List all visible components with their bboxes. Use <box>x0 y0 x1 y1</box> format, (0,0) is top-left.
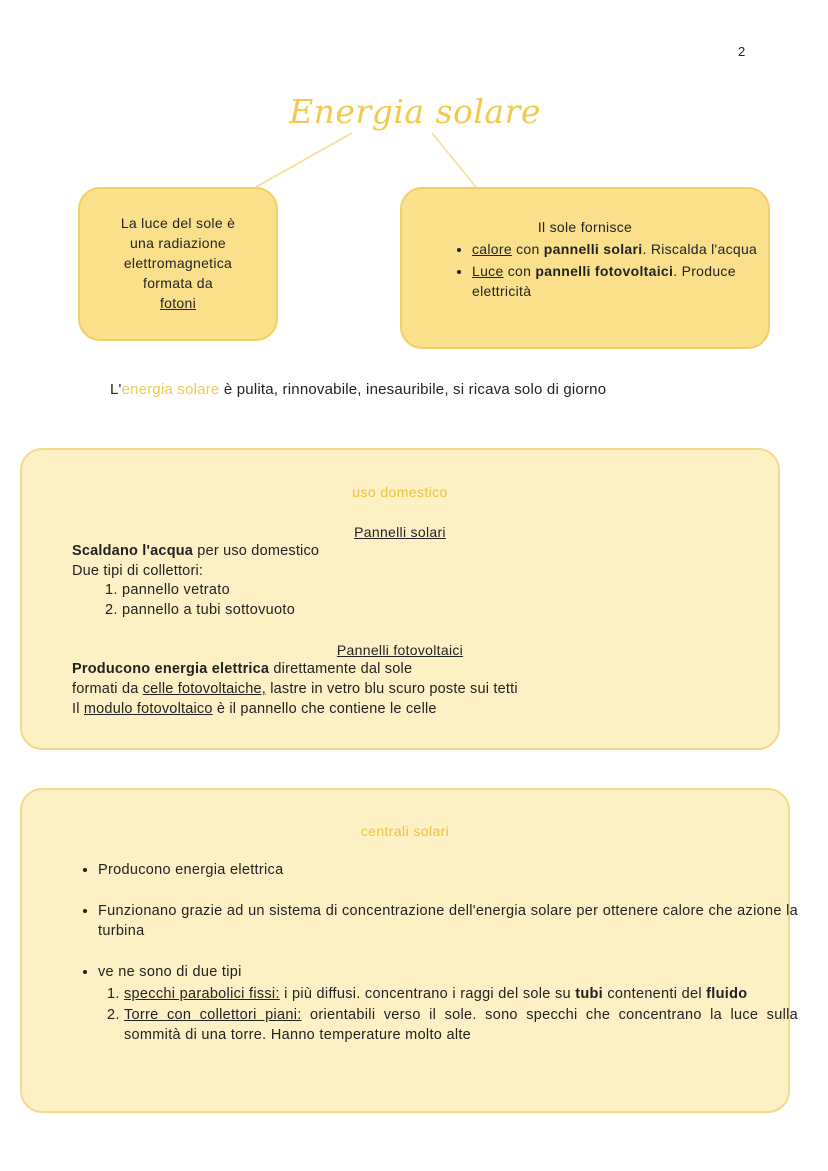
pv-line-1: Producono energia elettrica direttamente dal sole <box>72 661 413 677</box>
pv-panels-title: Pannelli fotovoltaici <box>336 642 464 658</box>
connector-right <box>432 133 476 187</box>
left-box-line-1: La luce del sole è <box>120 215 236 231</box>
solar-panels-title: Pannelli solari <box>354 524 446 540</box>
plant-type-2: 2. Torre con collettori piani: orientabili verso il sole. sono specchi che concentrano la luce sulla sommità di una torre. Hanno temperature molto alte <box>124 1005 798 1045</box>
plants-bullet-1: • Producono energia elettrica <box>98 860 798 880</box>
sun-provides-box <box>400 187 770 349</box>
collectors-intro: Due tipi di collettori: <box>72 563 204 579</box>
right-box-item-heat: • calore con pannelli solari. Riscalda l'acqua <box>472 239 762 259</box>
connector-left <box>256 133 352 187</box>
collectors-list <box>72 580 295 620</box>
right-box-list <box>432 239 762 303</box>
summary-sentence: L'energia solare è pulita, rinnovabile, inesauribile, si ricava solo di giorno <box>110 381 607 398</box>
left-box-line-2: una radiazione <box>129 235 227 251</box>
left-box-line-4: formata da <box>143 275 213 291</box>
plants-title: centrali solari <box>360 823 450 839</box>
pv-line-3: Il modulo fotovoltaico è il pannello che contiene le celle <box>72 701 437 717</box>
plant-type-1: 1. specchi parabolici fissi: i più diffusi. concentrano i raggi del sole su tubi contenenti del fluido <box>124 984 798 1004</box>
domestic-title: uso domestico <box>352 484 448 500</box>
summary-highlight: energia solare <box>121 381 220 398</box>
left-box-line-3: elettromagnetica <box>123 255 233 271</box>
plants-bullet-2: • Funzionano grazie ad un sistema di concentrazione dell'energia solare per ottenere calore che azione la turbina <box>98 901 798 941</box>
solar-panels-line: Scaldano l'acqua per uso domestico <box>72 543 320 559</box>
light-definition-box <box>78 187 278 341</box>
domestic-use-section <box>20 448 780 750</box>
collector-item-2: 2. pannello a tubi sottovuoto <box>122 600 295 620</box>
plants-bullet-3: • ve ne sono di due tipi 1. specchi parabolici fissi: i più diffusi. concentrano i raggi del sole su tubi contenenti del fluido 2. Torre con collettori piani: orientabili verso il sole. sono specchi che concentrano la luce sulla sommità di una torre. Hanno temperature molto alte <box>98 962 798 1045</box>
plant-types-list <box>98 984 798 1045</box>
collector-item-1: 1. pannello vetrato <box>122 580 295 600</box>
page-title: Energia solare <box>289 92 541 131</box>
right-box-item-light: • Luce con pannelli fotovoltaici. Produce elettricità <box>472 261 762 301</box>
pv-line-2: formati da celle fotovoltaiche, lastre in vetro blu scuro poste sui tetti <box>72 681 518 697</box>
page-number: 2 <box>738 44 746 59</box>
left-box-line-5: fotoni <box>159 295 197 311</box>
right-box-heading: Il sole fornisce <box>537 219 633 235</box>
plants-list <box>74 860 798 1046</box>
solar-plants-section <box>20 788 798 1113</box>
